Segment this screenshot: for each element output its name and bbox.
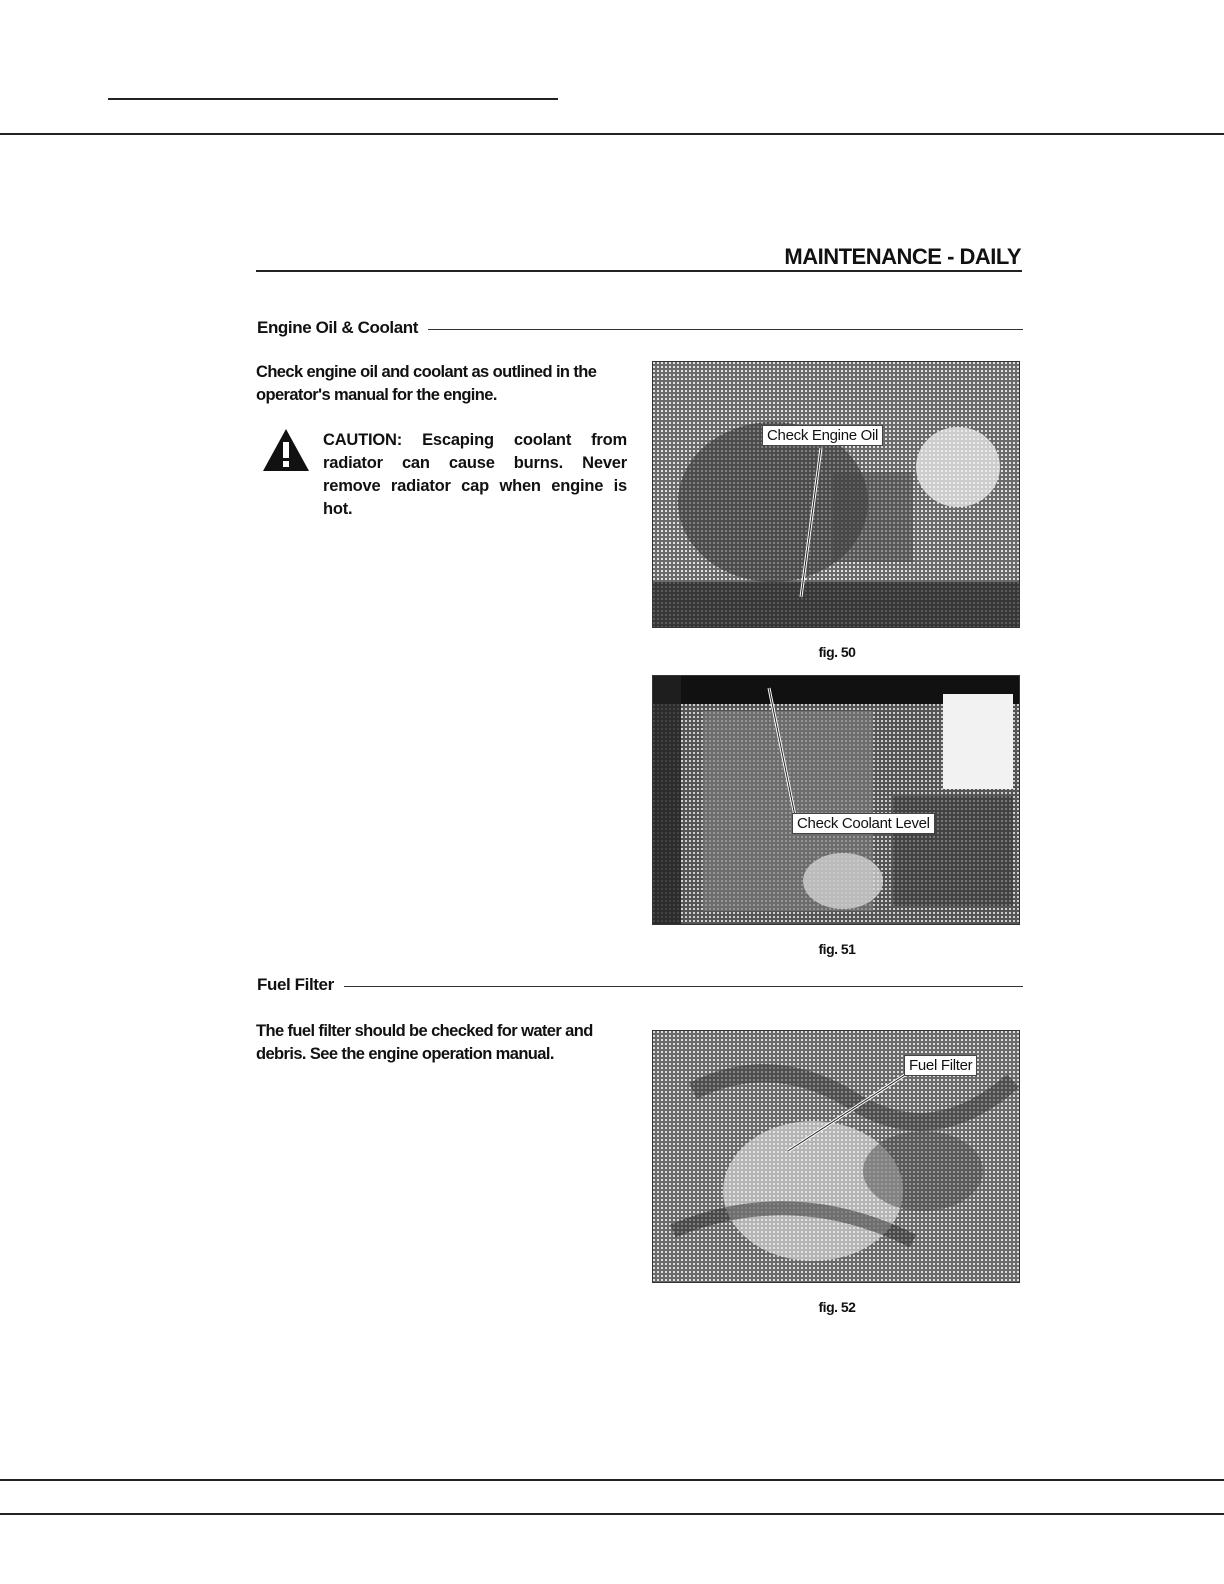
section-heading-line	[344, 986, 1023, 987]
oil-coolant-body: Check engine oil and coolant as outlined in the operator's manual for the engine.	[256, 363, 597, 404]
title-underline	[256, 270, 1022, 272]
callout-check-engine-oil: Check Engine Oil	[762, 425, 883, 446]
callout-fuel-filter: Fuel Filter	[904, 1055, 977, 1076]
figure-caption-52: fig. 52	[818, 1299, 856, 1315]
section-heading-line	[428, 329, 1023, 330]
bottom-rule-1	[0, 1479, 1224, 1481]
bottom-rule-2	[0, 1513, 1224, 1515]
figure-caption-50: fig. 50	[818, 644, 856, 660]
caution-text: CAUTION: Escaping coolant from radiator can cause burns. Never remove radiator cap when engine is hot.	[323, 431, 627, 518]
top-full-rule	[0, 133, 1224, 135]
section-heading-label: Fuel Filter	[257, 975, 334, 994]
section-heading-label: Engine Oil & Coolant	[257, 318, 419, 337]
engine-oil-photo	[652, 361, 1020, 628]
coolant-level-photo	[652, 675, 1020, 925]
warning-triangle-icon	[262, 428, 310, 472]
section-heading-fuel-filter	[257, 975, 1023, 995]
page-title: MAINTENANCE - DAILY	[784, 244, 1021, 269]
fuel-filter-body: The fuel filter should be checked for water and debris. See the engine operation manual.	[256, 1022, 593, 1063]
top-short-rule	[108, 98, 558, 100]
section-heading-oil-coolant	[257, 318, 1023, 338]
callout-check-coolant-level: Check Coolant Level	[792, 813, 935, 834]
figure-caption-51: fig. 51	[818, 941, 856, 957]
